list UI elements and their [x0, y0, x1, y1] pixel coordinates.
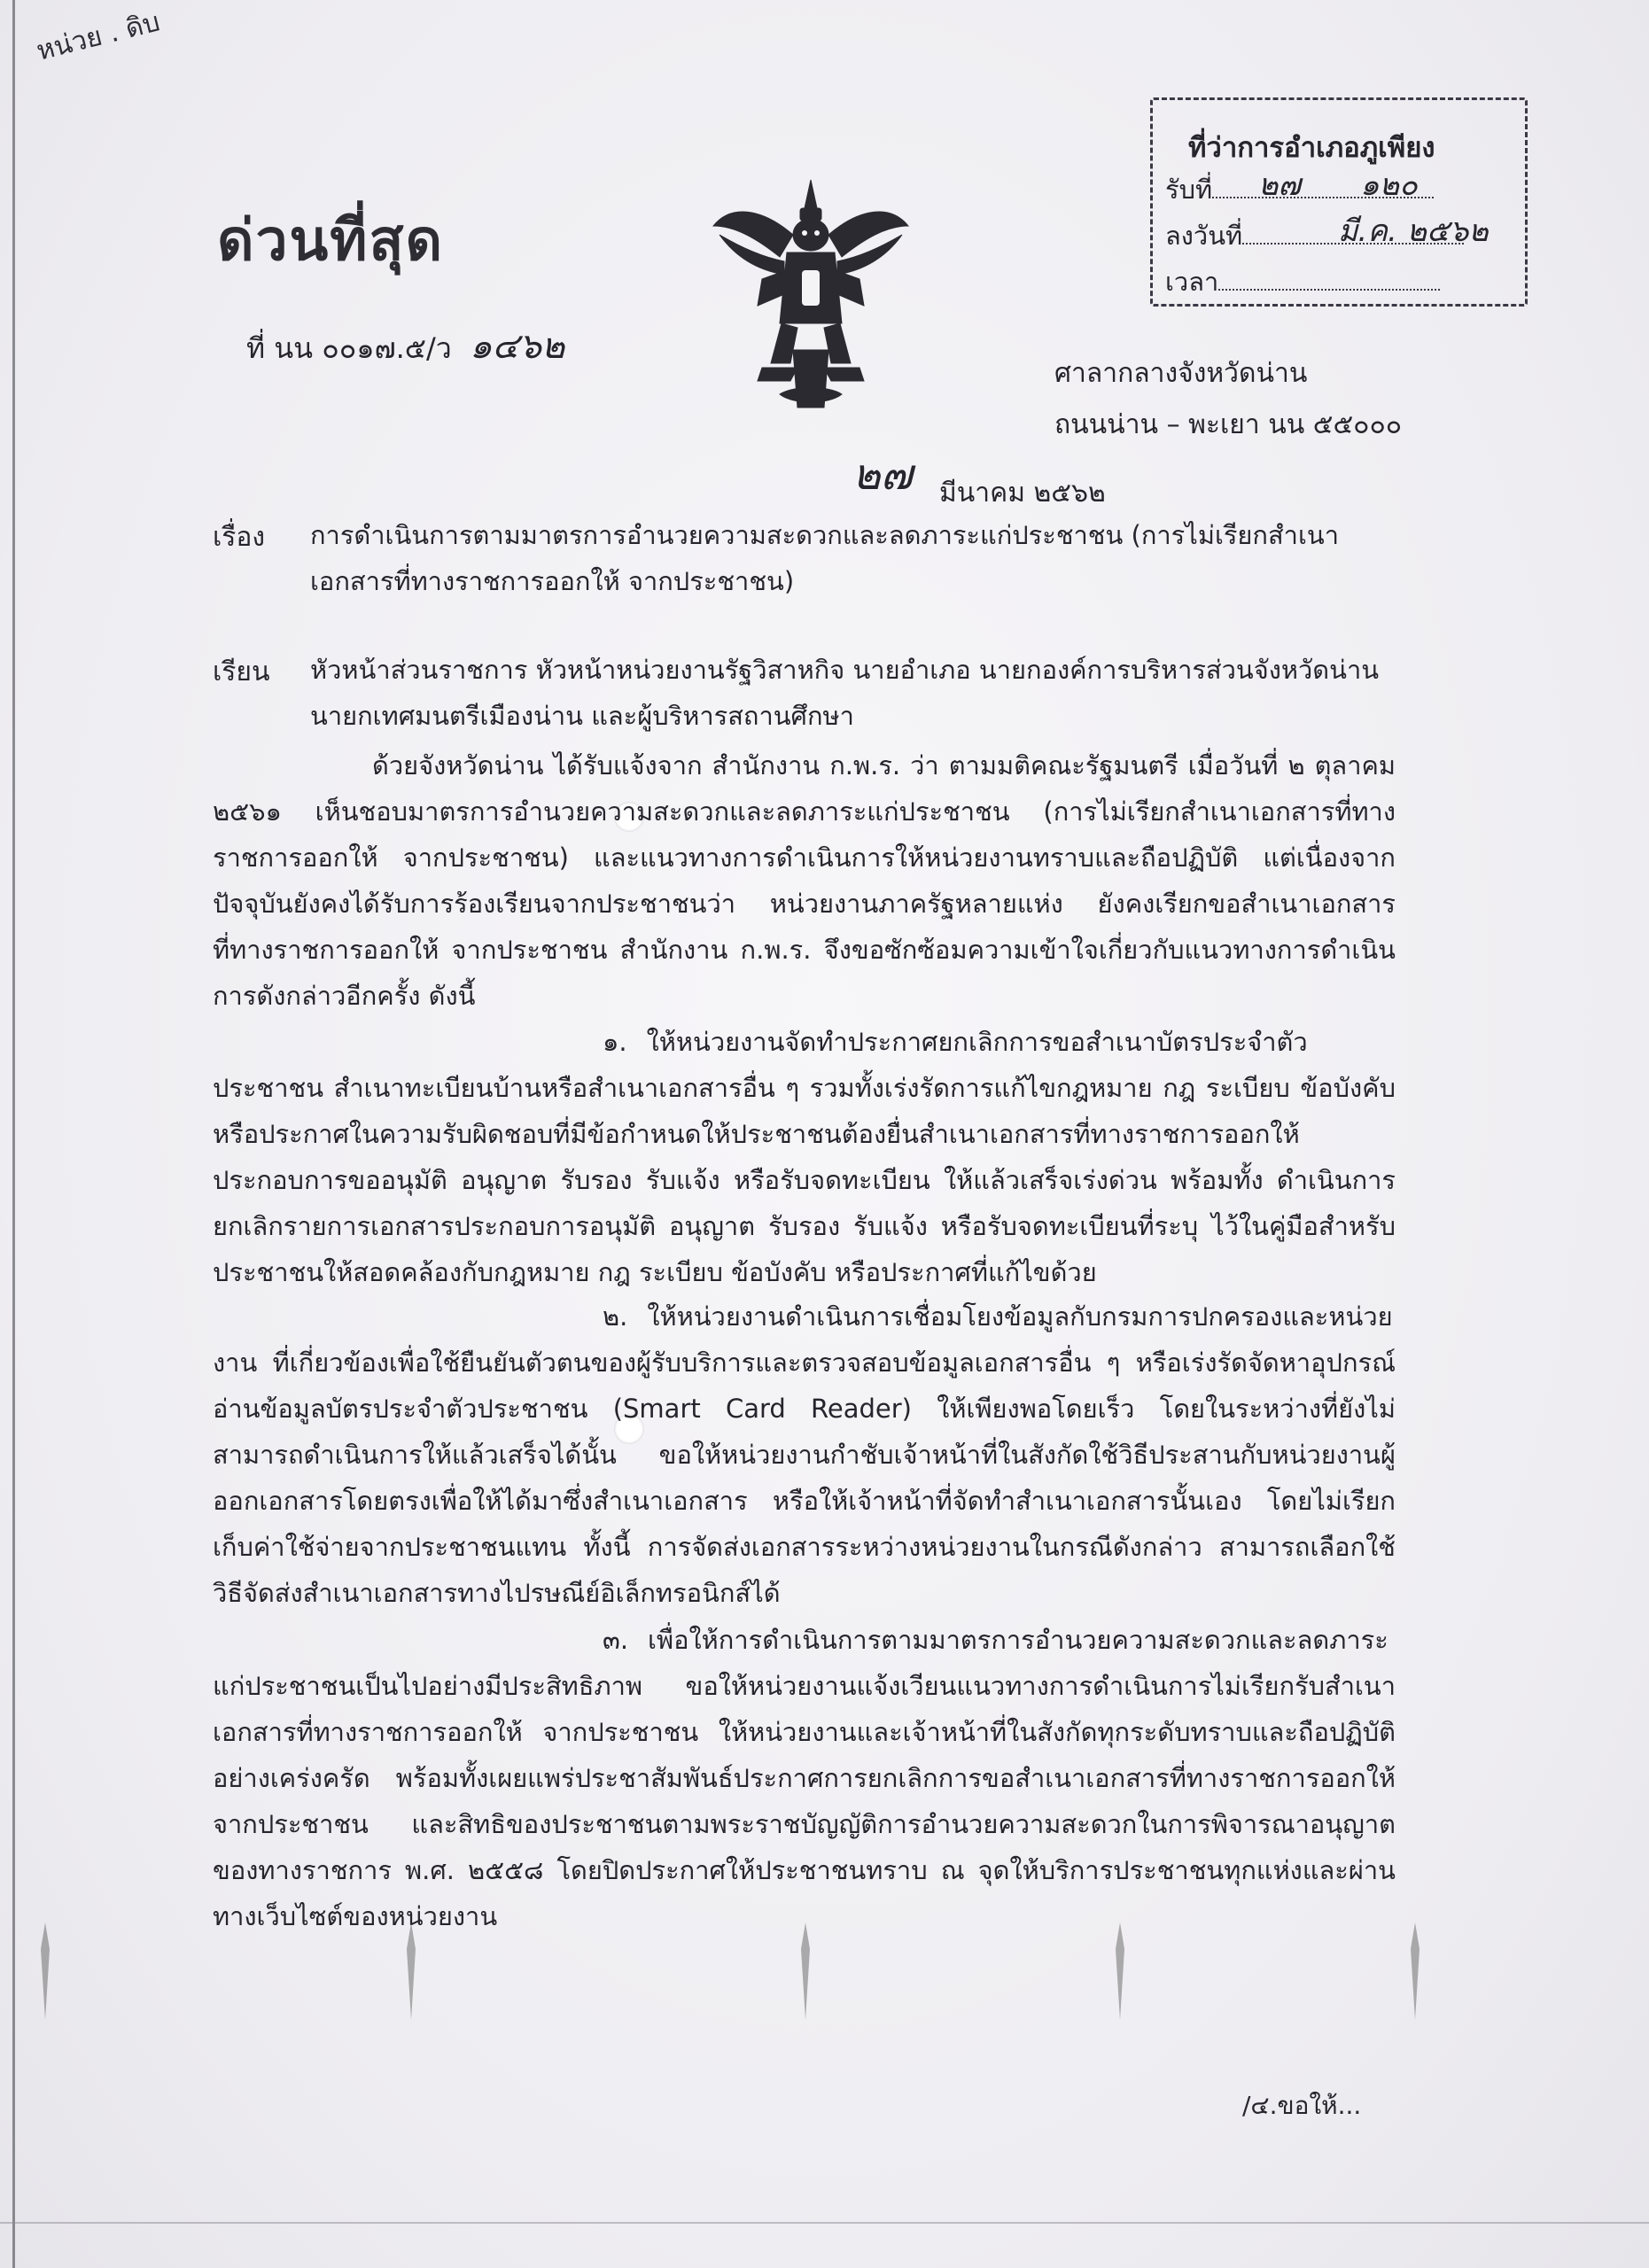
intro-paragraph: ด้วยจังหวัดน่าน ได้รับแจ้งจาก สำนักงาน ก.พ.ร. ว่า ตามมติคณะรัฐมนตรี เมื่อวันที่ ๒ ตุลาคม ๒๕๖๑ เห็นชอบมาตรการอำนวยความสะดวกและลดภาระแก่ประชาชน (การไม่เรียกสำเนาเอกสารที่ทางราชการออกให้ จากประชาชน) และแนวทางการดำเนินการให้หน่วยงานทราบและถือปฏิบัติ แต่เนื่องจากปัจจุบันยังคงได้รับการร้องเรียนจากประชาชนว่า หน่วยงานภาครัฐหลายแห่ง ยังคงเรียกขอสำเนาเอกสารที่ทางราชการออกให้ จากประชาชน สำนักงาน ก.พ.ร. จึงขอซักซ้อมความเข้าใจเกี่ยวกับแนวทางการดำเนินการดังกล่าวอีกครั้ง ดังนี้ — [213, 750, 1396, 1011]
sender-line-2: ถนนน่าน – พะเยา นน ๕๕๐๐๐ — [1054, 409, 1403, 440]
margin-handwritten-note: หน่วย . ดิบ — [33, 6, 163, 67]
item-3-paragraph — [213, 1617, 1396, 1939]
item-2-paragraph — [213, 1293, 1396, 1616]
item-2-text: ให้หน่วยงานดำเนินการเชื่อมโยงข้อมูลกับกรมการปกครองและหน่วยงาน ที่เกี่ยวข้องเพื่อใช้ยืนยันตัวตนของผู้รับบริการและตรวจสอบข้อมูลเอกสารอื่น ๆ หรือเร่งรัดจัดหาอุปกรณ์อ่านข้อมูลบัตรประจำตัวประชาชน (Smart Card Reader) ให้เพียงพอโดยเร็ว โดยในระหว่างที่ยังไม่สามารถดำเนินการให้แล้วเสร็จได้นั้น ขอให้หน่วยงานกำชับเจ้าหน้าที่ในสังกัดใช้วิธีประสานกับหน่วยงานผู้ออกเอกสารโดยตรงเพื่อให้ได้มาซึ่งสำเนาเอกสาร หรือให้เจ้าหน้าที่จัดทำสำเนาเอกสารนั้นเอง โดยไม่เรียกเก็บค่าใช้จ่ายจากประชาชนแทน ทั้งนี้ การจัดส่งเอกสารระหว่างหน่วยงานในกรณีดังกล่าว สามารถเลือกใช้วิธีจัดส่งสำเนาเอกสารทางไปรษณีย์อิเล็กทรอนิกส์ได้ — [213, 1301, 1396, 1608]
receipt-stamp-time-row — [1165, 261, 1440, 302]
receipt-stamp-received-row — [1165, 169, 1434, 210]
receipt-stamp-title: ที่ว่าการอำเภอภูเพียง — [1188, 132, 1435, 164]
to-text: หัวหน้าส่วนราชการ หัวหน้าหน่วยงานรัฐวิสาหกิจ นายอำเภอ นายกองค์การบริหารส่วนจังหวัดน่าน นายกเทศมนตรีเมืองน่าน และผู้บริหารสถานศึกษา — [310, 655, 1380, 731]
document-number-handwritten: ๑๔๖๒ — [469, 326, 565, 367]
garuda-emblem-icon — [709, 173, 913, 416]
continued-next-page: /๔.ขอให้... — [1242, 2091, 1362, 2120]
date-day-handwritten: ๒๗ — [852, 450, 913, 500]
document-number — [246, 317, 564, 374]
item-1-text: ให้หน่วยงานจัดทำประกาศยกเลิกการขอสำเนาบัตรประจำตัวประชาชน สำเนาทะเบียนบ้านหรือสำเนาเอกสารอื่น ๆ รวมทั้งเร่งรัดการแก้ไขกฎหมาย กฎ ระเบียบ ข้อบังคับ หรือประกาศในความรับผิดชอบที่มีข้อกำหนดให้ประชาชนต้องยื่นสำเนาเอกสารที่ทางราชการออกให้ ประกอบการขออนุมัติ อนุญาต รับรอง รับแจ้ง หรือรับจดทะเบียน ให้แล้วเสร็จเร่งด่วน พร้อมทั้ง ดำเนินการยกเลิกรายการเอกสารประกอบการอนุมัติ อนุญาต รับรอง รับแจ้ง หรือรับจดทะเบียนที่ระบุ ไว้ในคู่มือสำหรับประชาชนให้สอดคล้องกับกฎหมาย กฎ ระเบียบ ข้อบังคับ หรือประกาศที่แก้ไขด้วย — [213, 1027, 1396, 1287]
item-1-paragraph — [213, 1019, 1396, 1295]
sender-address — [1054, 348, 1402, 451]
scan-edge-left — [12, 0, 15, 2268]
sender-line-1: ศาลากลางจังหวัดน่าน — [1054, 358, 1308, 389]
receipt-stamp-date-row — [1165, 214, 1489, 256]
receipt-stamp-received-no2: ๑๒๐ — [1360, 167, 1418, 203]
item-2-number: ๒. — [603, 1301, 628, 1332]
receipt-stamp-received-no: ๒๗ — [1258, 167, 1301, 203]
receipt-stamp-received-label: รับที่ — [1165, 175, 1213, 205]
scan-artifact-icon — [797, 1922, 813, 2020]
scan-edge-bottom — [0, 2222, 1649, 2224]
receipt-stamp-time-label: เวลา — [1165, 267, 1219, 297]
document-number-printed: ที่ นน ๐๐๑๗.๕/ว — [246, 331, 452, 365]
item-1-number: ๑. — [603, 1027, 627, 1057]
receipt-stamp-date-label: ลงวันที่ — [1165, 221, 1243, 251]
to-label: เรียน — [213, 656, 270, 687]
urgency-stamp: ด่วนที่สุด — [217, 208, 445, 274]
item-3-number: ๓. — [603, 1625, 629, 1655]
receipt-stamp — [1150, 97, 1528, 307]
scan-artifact-icon — [37, 1922, 53, 2020]
scan-artifact-icon — [1407, 1922, 1423, 2020]
subject-text: การดำเนินการตามมาตรการอำนวยความสะดวกและลดภาระแก่ประชาชน (การไม่เรียกสำเนาเอกสารที่ทางราชการออกให้ จากประชาชน) — [310, 520, 1339, 596]
receipt-stamp-date-value: มี.ค. ๒๕๖๒ — [1338, 214, 1489, 249]
subject-label: เรื่อง — [213, 522, 266, 553]
item-3-text: เพื่อให้การดำเนินการตามมาตรการอำนวยความสะดวกและลดภาระแก่ประชาชนเป็นไปอย่างมีประสิทธิภาพ ขอให้หน่วยงานแจ้งเวียนแนวทางการดำเนินการไม่เรียกรับสำเนาเอกสารที่ทางราชการออกให้ จากประชาชน ให้หน่วยงานและเจ้าหน้าที่ในสังกัดทุกระดับทราบและถือปฏิบัติอย่างเคร่งครัด พร้อมทั้งเผยแพร่ประชาสัมพันธ์ประกาศการยกเลิกการขอสำเนาเอกสารที่ทางราชการออกให้ จากประชาชน และสิทธิของประชาชนตามพระราชบัญญัติการอำนวยความสะดวกในการพิจารณาอนุญาตของทางราชการ พ.ศ. ๒๕๕๘ โดยปิดประกาศให้ประชาชนทราบ ณ จุดให้บริการประชาชนทุกแห่งและผ่านทางเว็บไซต์ของหน่วยงาน — [213, 1625, 1396, 1931]
scan-artifact-icon — [403, 1922, 419, 2020]
date-month-year: มีนาคม ๒๕๖๒ — [939, 478, 1106, 509]
scan-artifact-icon — [1112, 1922, 1128, 2020]
